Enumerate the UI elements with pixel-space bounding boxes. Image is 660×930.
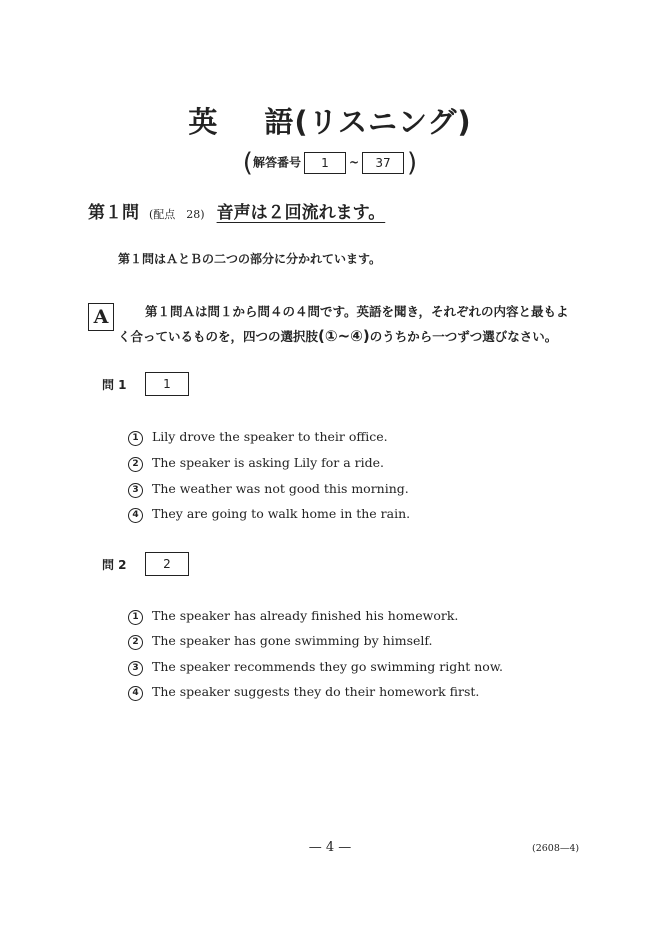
option-text: The speaker has gone swimming by himself.	[152, 633, 433, 648]
option-item	[128, 506, 410, 523]
exam-code: (2608—4)	[532, 843, 580, 854]
option-item	[128, 429, 388, 446]
instruction-line2-part2: のうちから一つずつ選びなさい。	[369, 329, 558, 344]
instruction-line2-part1: く合っているものを，四つの選択肢	[118, 329, 319, 344]
question-label: 問 2	[102, 558, 127, 572]
section-a-instruction-line2	[118, 327, 557, 345]
option-number-icon: 1	[128, 431, 143, 446]
option-number-icon: 3	[128, 661, 143, 676]
question1-title: 第１問	[88, 203, 139, 223]
option-text: The speaker is asking Lily for a ride.	[152, 455, 385, 470]
option-item	[128, 684, 479, 701]
section-a-label: A	[88, 303, 114, 331]
option-item	[128, 455, 384, 472]
page-title	[0, 100, 660, 141]
option-number-icon: 4	[128, 508, 143, 523]
answer-number-box: 2	[145, 552, 189, 576]
answer-range-label: 解答番号	[252, 155, 301, 170]
option-text: The speaker suggests they do their homework first.	[152, 684, 480, 699]
option-text: Lily drove the speaker to their office.	[152, 429, 388, 444]
option-text: They are going to walk home in the rain.	[152, 506, 411, 521]
question1-heading	[88, 198, 385, 223]
option-number-icon: 4	[128, 686, 143, 701]
page-number: — 4 —	[308, 840, 352, 855]
option-text: The weather was not good this morning.	[152, 481, 409, 496]
question-label: 問 1	[102, 378, 127, 392]
question1-points: (配点 28)	[149, 208, 205, 221]
choice-range: (①~④)	[318, 327, 370, 345]
option-item	[128, 659, 503, 676]
answer-range-tilde: ~	[348, 155, 360, 170]
answer-number-range: (解答番号 1 ~ 37 )	[242, 148, 418, 178]
answer-number-box: 1	[145, 372, 189, 396]
answer-range-to: 37	[362, 152, 404, 174]
option-number-icon: 2	[128, 635, 143, 650]
option-item	[128, 633, 433, 650]
option-number-icon: 1	[128, 610, 143, 625]
section-a-instruction-line1: 第１問Ａは問１から問４の４問です。英語を聞き，それぞれの内容と最もよ	[145, 304, 569, 319]
audio-notice: 音声は２回流れます。	[216, 203, 386, 223]
option-number-icon: 3	[128, 483, 143, 498]
title-part1: 英	[188, 105, 219, 139]
option-item	[128, 608, 458, 625]
option-number-icon: 2	[128, 457, 143, 472]
title-part2: 語(リスニング)	[264, 105, 472, 139]
option-text: The speaker recommends they go swimming right now.	[152, 659, 504, 674]
answer-range-from: 1	[304, 152, 346, 174]
option-item	[128, 481, 409, 498]
question1-intro: 第１問はＡとＢの二つの部分に分かれています。	[118, 252, 382, 266]
option-text: The speaker has already finished his homework.	[152, 608, 459, 623]
